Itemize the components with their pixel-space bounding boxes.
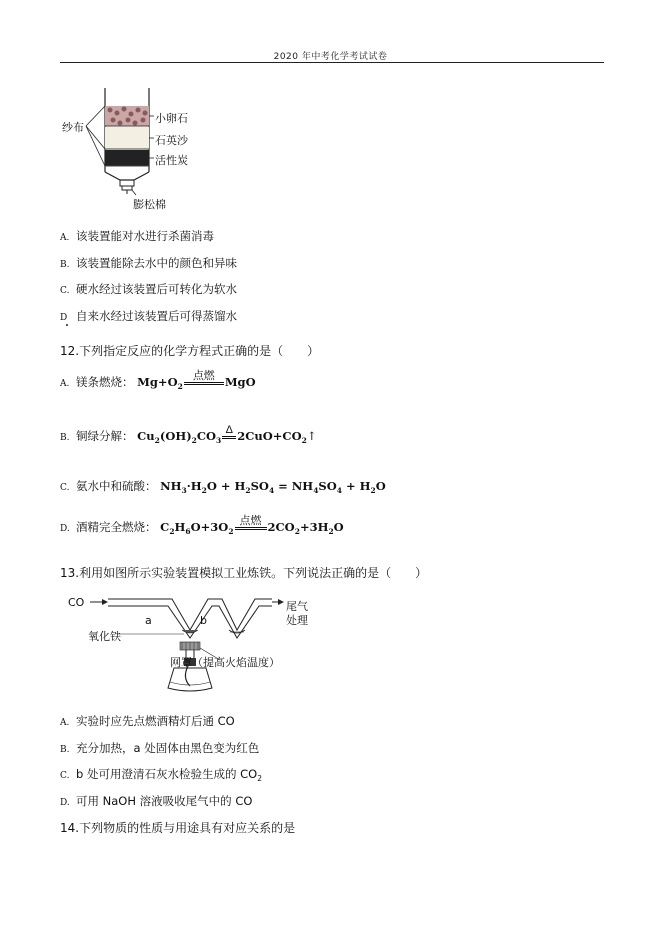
q13-option-a: A. 实验时应先点燃酒精灯后通 CO: [60, 714, 235, 728]
q13-option-b: B. 充分加热，a 处固体由黑色变为红色: [60, 741, 260, 755]
iron-smelting-figure: [62, 590, 322, 700]
q11-option-a: A. 该装置能对水进行杀菌消毒: [60, 229, 214, 243]
label-tail-gas-2: 处理: [286, 614, 308, 627]
q12-option-c: C. 氨水中和硫酸： $NH_3\cdot H_2O + H_2SO_4 = NH_4SO_4 + H_2O$: [60, 479, 386, 495]
iron-smelting-diagram: [62, 590, 322, 700]
q14-stem: 14.下列物质的性质与用途具有对应关系的是: [60, 821, 296, 835]
label-point-b: b: [200, 614, 207, 627]
q13-stem: 13.利用如图所示实验装置模拟工业炼铁。下列说法正确的是（ ）: [60, 566, 428, 580]
label-quartz: 石英沙: [155, 134, 188, 147]
label-carbon: 活性炭: [155, 154, 188, 167]
q12-option-d: D. 酒精完全燃烧： $C_2H_6O+3O_2$ 点燃 $2CO_2+3H_2O$: [60, 515, 344, 536]
header-rule: [60, 62, 604, 63]
label-pebble: 小卵石: [155, 112, 188, 125]
q11-option-c: C. 硬水经过该装置后可转化为软水: [60, 282, 237, 296]
label-gauze: 网罩（提高火焰温度）: [170, 656, 280, 669]
label-point-a: a: [145, 614, 152, 627]
label-cotton: 膨松棉: [133, 198, 166, 211]
label-co-inlet: CO: [68, 596, 85, 609]
q11-option-b: B. 该装置能除去水中的颜色和异味: [60, 256, 237, 270]
label-tail-gas-1: 尾气: [286, 600, 308, 613]
q12-option-a: A. 镁条燃烧： $Mg+O_2$ 点燃 MgO: [60, 370, 256, 391]
q13-option-c: C. b 处可用澄清石灰水检验生成的 $CO_2$: [60, 767, 262, 783]
carbon-layer: [105, 150, 149, 166]
quartz-layer: [105, 127, 149, 149]
q13-option-d: D. 可用 NaOH 溶液吸收尾气中的 CO: [60, 794, 253, 808]
label-cloth: 纱布: [62, 121, 84, 134]
page-header-title: 2020 年中考化学考试试卷: [273, 52, 388, 62]
label-iron-oxide: 氧化铁: [88, 630, 121, 643]
q11-option-d: D 自来水经过该装置后可得蒸馏水: [60, 309, 237, 323]
q12-option-b: B. 铜绿分解： $Cu_2(OH)_2CO_3$ Δ $2CuO+CO_2↑$: [60, 424, 317, 445]
q12-stem: 12.下列指定反应的化学方程式正确的是（ ）: [60, 344, 320, 358]
stray-mark: [66, 324, 68, 326]
